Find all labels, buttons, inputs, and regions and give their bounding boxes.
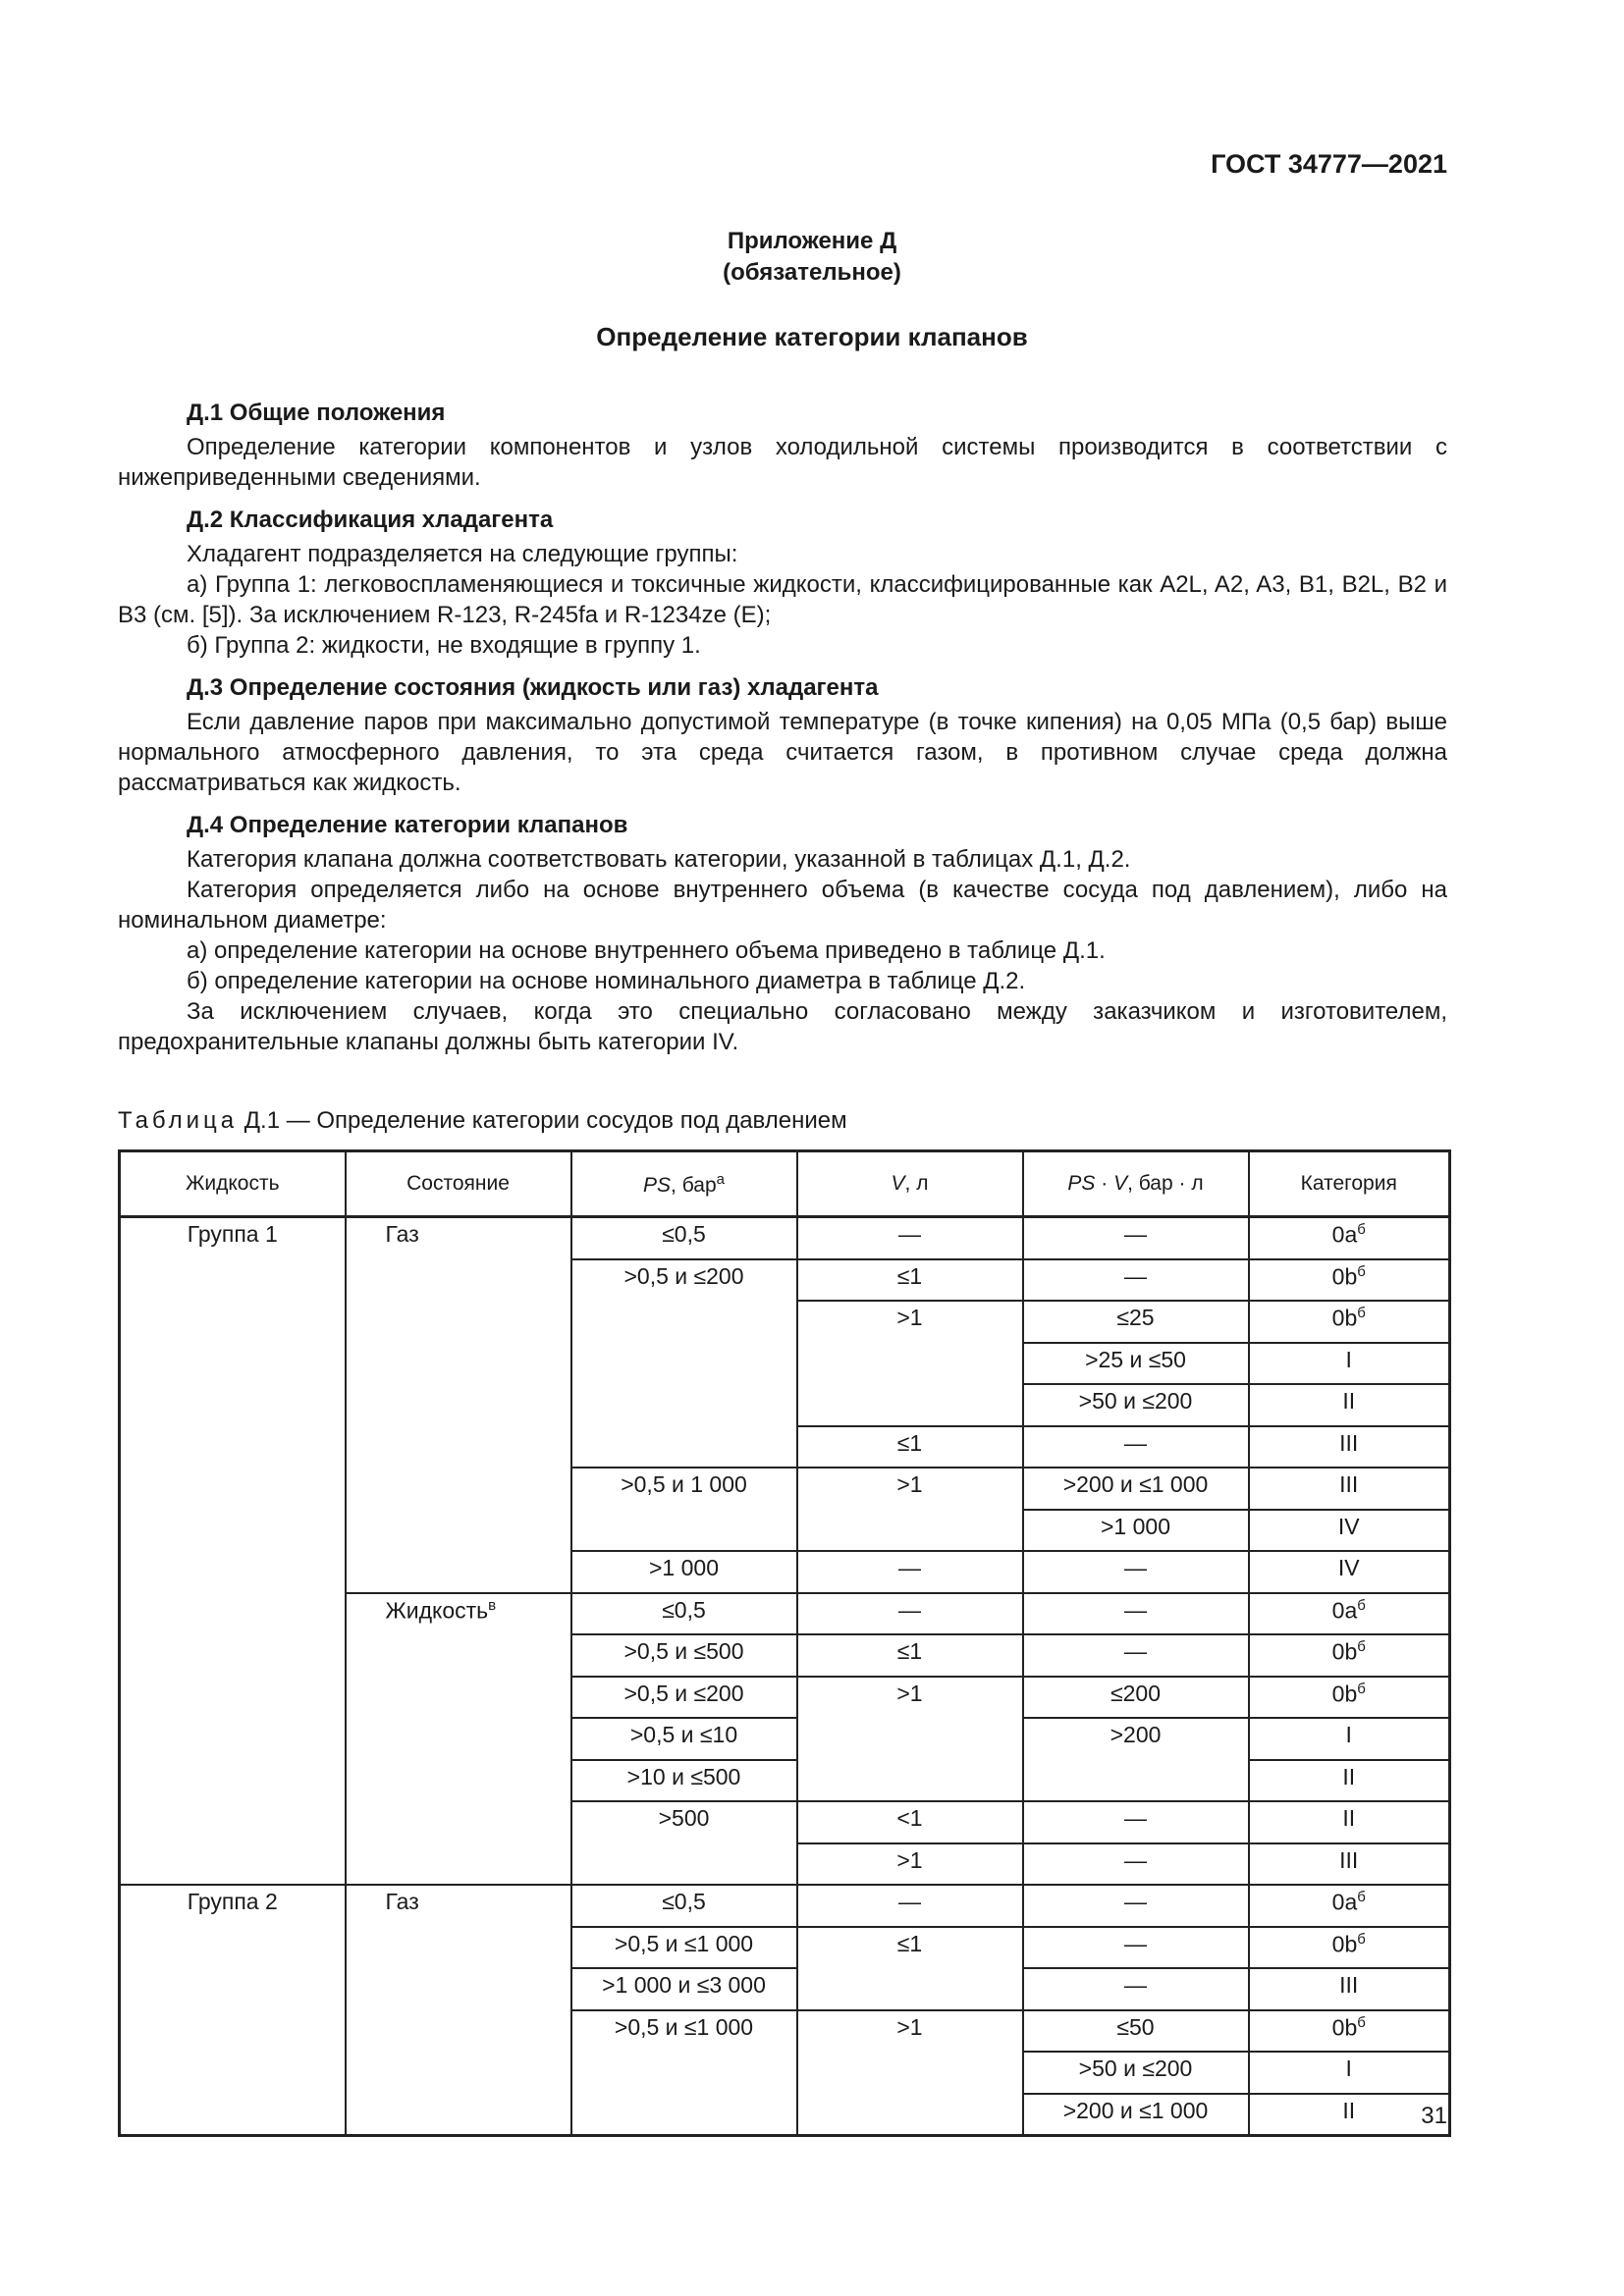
psv-cell: >200 xyxy=(1023,1718,1249,1801)
category-cell: $0b^б$ xyxy=(1249,1927,1450,1969)
v-cell: >1 xyxy=(797,1301,1023,1426)
table-header-row xyxy=(120,1151,1450,1217)
v-cell: ≤1 xyxy=(797,1426,1023,1468)
psv-cell: — xyxy=(1023,1968,1249,2010)
category-cell: $0b^б$ xyxy=(1249,2010,1450,2053)
table-caption xyxy=(118,1107,847,1135)
d3-heading: Д.3 Определение состояния (жидкость или газ) хладагента xyxy=(187,674,879,701)
d4-item-a: а) определение категории на основе внутреннего объема приведено в таблице Д.1. xyxy=(187,937,1106,964)
d4-item-b: б) определение категории на основе номинального диаметра в таблице Д.2. xyxy=(187,968,1026,994)
category-cell: I xyxy=(1249,1343,1450,1385)
category-cell: IV xyxy=(1249,1510,1450,1552)
category-cell: $0a^б$ xyxy=(1249,1593,1450,1635)
ps-cell: >0,5 и ≤1 000 xyxy=(571,1927,797,1969)
psv-cell: >200 и ≤1 000 xyxy=(1023,1468,1249,1510)
v-cell: <1 xyxy=(797,1801,1023,1843)
v-cell: — xyxy=(797,1217,1023,1259)
state-cell: Жидкость$^в$ xyxy=(346,1593,571,1886)
ps-cell: >1 000 и ≤3 000 xyxy=(571,1968,797,2010)
v-cell: ≤1 xyxy=(797,1259,1023,1302)
d2-intro: Хладагент подразделяется на следующие группы: xyxy=(187,541,738,567)
body-text xyxy=(118,398,1447,1057)
category-cell: I xyxy=(1249,2052,1450,2094)
group-cell: Группа 1 xyxy=(120,1217,346,1886)
category-cell: III xyxy=(1249,1468,1450,1510)
header-ps: PS, бар$^a$ xyxy=(571,1151,797,1217)
category-cell: $0b^б$ xyxy=(1249,1634,1450,1677)
table-row xyxy=(120,1885,1450,1927)
header-v: V, л xyxy=(797,1151,1023,1217)
psv-cell: — xyxy=(1023,1801,1249,1843)
v-cell: — xyxy=(797,1551,1023,1593)
psv-cell: ≤50 xyxy=(1023,2010,1249,2053)
category-cell: I xyxy=(1249,1718,1450,1760)
ps-cell: >0,5 и ≤500 xyxy=(571,1634,797,1677)
d2-item-b: б) Группа 2: жидкости, не входящие в группу 1. xyxy=(187,632,701,659)
section-title: Определение категории клапанов xyxy=(596,322,1028,351)
header-fluid: Жидкость xyxy=(120,1151,346,1217)
category-cell: $0a^б$ xyxy=(1249,1217,1450,1259)
d1-heading: Д.1 Общие положения xyxy=(187,400,446,426)
appendix-status: (обязательное) xyxy=(723,259,901,286)
psv-cell: ≤25 xyxy=(1023,1301,1249,1343)
psv-cell: >25 и ≤50 xyxy=(1023,1343,1249,1385)
psv-cell: — xyxy=(1023,1551,1249,1593)
v-cell: — xyxy=(797,1885,1023,1927)
category-cell: IV xyxy=(1249,1551,1450,1593)
page-number: 31 xyxy=(1421,2103,1447,2129)
category-cell: III xyxy=(1249,1426,1450,1468)
ps-cell: ≤0,5 xyxy=(571,1593,797,1635)
d4-p3: За исключением случаев, когда это специально согласовано между заказчиком и изготовителем, предохранительные клапаны должны быть категории IV. xyxy=(118,998,1447,1055)
psv-cell: — xyxy=(1023,1593,1249,1635)
v-cell: ≤1 xyxy=(797,1927,1023,2010)
v-cell: >1 xyxy=(797,1677,1023,1802)
ps-cell: ≤0,5 xyxy=(571,1885,797,1927)
psv-cell: — xyxy=(1023,1927,1249,1969)
state-cell: Газ xyxy=(346,1217,571,1593)
header-psv: PS · V, бар · л xyxy=(1023,1151,1249,1217)
psv-cell: — xyxy=(1023,1885,1249,1927)
table-caption-prefix: Таблица xyxy=(118,1107,239,1134)
ps-cell: >0,5 и ≤1 000 xyxy=(571,2010,797,2136)
ps-cell: >0,5 и ≤200 xyxy=(571,1677,797,1719)
category-cell: $0b^б$ xyxy=(1249,1259,1450,1302)
category-cell: $0a^б$ xyxy=(1249,1885,1450,1927)
category-cell: II xyxy=(1249,1801,1450,1843)
psv-cell: >50 и ≤200 xyxy=(1023,1384,1249,1426)
psv-cell: >1 000 xyxy=(1023,1510,1249,1552)
psv-cell: — xyxy=(1023,1634,1249,1677)
state-cell: Газ xyxy=(346,1885,571,2136)
ps-cell: >1 000 xyxy=(571,1551,797,1593)
category-cell: II xyxy=(1249,1384,1450,1426)
category-cell: II xyxy=(1249,2094,1450,2136)
d4-p2: Категория определяется либо на основе внутреннего объема (в качестве сосуда под давлением), либо на номинальном диаметре: xyxy=(118,877,1447,934)
v-cell: >1 xyxy=(797,1468,1023,1551)
category-cell: III xyxy=(1249,1968,1450,2010)
ps-cell: ≤0,5 xyxy=(571,1217,797,1259)
v-cell: >1 xyxy=(797,1843,1023,1886)
header-state: Состояние xyxy=(346,1151,571,1217)
appendix-title: Приложение Д xyxy=(727,228,897,254)
psv-cell: — xyxy=(1023,1426,1249,1468)
d2-heading: Д.2 Классификация хладагента xyxy=(187,507,554,533)
v-cell: ≤1 xyxy=(797,1634,1023,1677)
category-cell: II xyxy=(1249,1760,1450,1802)
category-cell: III xyxy=(1249,1843,1450,1886)
psv-cell: — xyxy=(1023,1259,1249,1302)
psv-cell: ≤200 xyxy=(1023,1677,1249,1719)
v-cell: — xyxy=(797,1593,1023,1635)
ps-cell: >0,5 и 1 000 xyxy=(571,1468,797,1551)
psv-cell: >50 и ≤200 xyxy=(1023,2052,1249,2094)
d2-item-a: а) Группа 1: легковоспламеняющиеся и токсичные жидкости, классифицированные как A2L, A2, A3, B1, B2L, B2 и B3 (см. [5]). За исключением R-123, R-245fa и R-1234ze (E); xyxy=(118,571,1447,628)
category-cell: $0b^б$ xyxy=(1249,1301,1450,1343)
table-row xyxy=(120,1217,1450,1259)
ps-cell: >0,5 и ≤200 xyxy=(571,1259,797,1468)
psv-cell: — xyxy=(1023,1843,1249,1886)
group-cell: Группа 2 xyxy=(120,1885,346,2136)
psv-cell: >200 и ≤1 000 xyxy=(1023,2094,1249,2136)
category-cell: $0b^б$ xyxy=(1249,1677,1450,1719)
ps-cell: >10 и ≤500 xyxy=(571,1760,797,1802)
header-category: Категория xyxy=(1249,1151,1450,1217)
ps-cell: >500 xyxy=(571,1801,797,1885)
v-cell: >1 xyxy=(797,2010,1023,2136)
d4-heading: Д.4 Определение категории клапанов xyxy=(187,812,628,838)
standard-number: ГОСТ 34777—2021 xyxy=(1211,149,1447,179)
category-table xyxy=(118,1149,1451,2137)
psv-cell: — xyxy=(1023,1217,1249,1259)
d4-p1: Категория клапана должна соответствовать категории, указанной в таблицах Д.1, Д.2. xyxy=(187,846,1131,873)
ps-cell: >0,5 и ≤10 xyxy=(571,1718,797,1760)
d1-text: Определение категории компонентов и узлов холодильной системы производится в соответствии с нижеприведенными сведениями. xyxy=(118,434,1447,491)
table-caption-text: Д.1 — Определение категории сосудов под давлением xyxy=(238,1107,847,1134)
d3-text: Если давление паров при максимально допустимой температуре (в точке кипения) на 0,05 МПа (0,5 бар) выше нормального атмосферного давления, то эта среда считается газом, в противном случае среда должна рассматриваться как жидкость. xyxy=(118,709,1447,796)
